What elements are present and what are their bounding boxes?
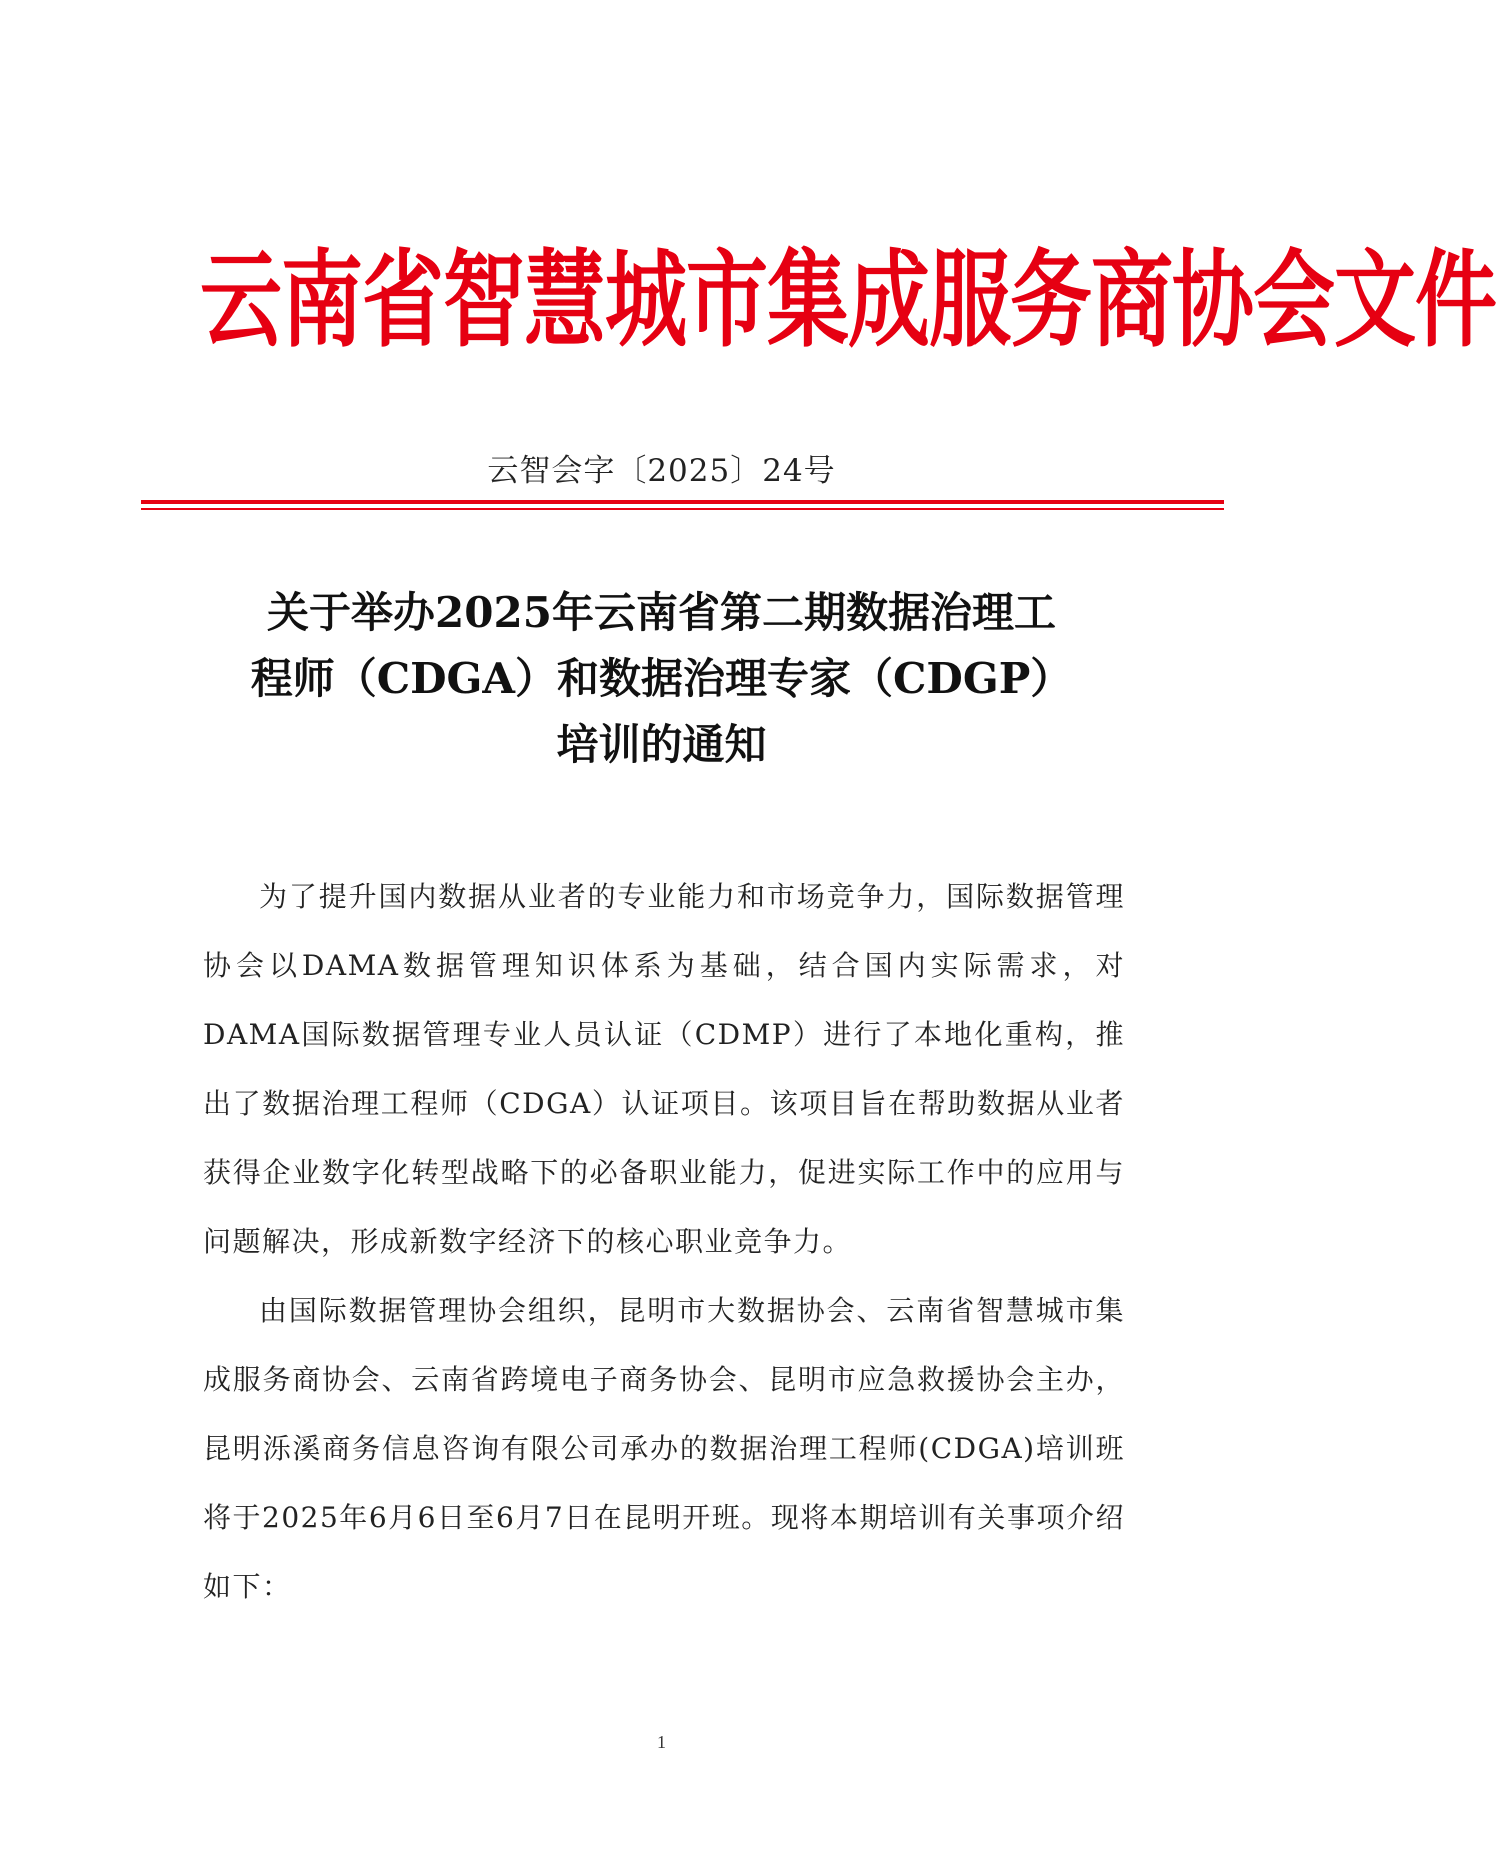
notice-title-line: 关于举办2025年云南省第二期数据治理工 xyxy=(267,588,1056,637)
body-paragraph: 为了提升国内数据从业者的专业能力和市场竞争力，国际数据管理协会以DAMA数据管理知识体系为基础，结合国内实际需求，对DAMA国际数据管理专业人员认证（CDMP）进行了本地化重构，推出了数据治理工程师（CDGA）认证项目。该项目旨在帮助数据从业者获得企业数字化转型战略下的必备职业能力，促进实际工作中的应用与问题解决，形成新数字经济下的核心职业竞争力。 xyxy=(203,880,1125,1258)
notice-title xyxy=(180,580,1143,778)
header-divider-thick xyxy=(141,500,1224,504)
notice-title-line: 培训的通知 xyxy=(556,720,767,769)
document-number: 云智会字〔2025〕24号 xyxy=(487,453,836,489)
header-org-title: 云南省智慧城市集成服务商协会文件 xyxy=(200,240,1496,363)
body-paragraph: 由国际数据管理协会组织，昆明市大数据协会、云南省智慧城市集成服务商协会、云南省跨境电子商务协会、昆明市应急救援协会主办，昆明泺溪商务信息咨询有限公司承办的数据治理工程师(CDGA)培训班将于2025年6月6日至6月7日在昆明开班。现将本期培训有关事项介绍如下： xyxy=(203,1294,1125,1603)
page-number: 1 xyxy=(657,1732,666,1752)
notice-body xyxy=(203,862,1125,1621)
notice-title-line: 程师（CDGA）和数据治理专家（CDGP） xyxy=(250,654,1073,703)
header-divider-thin xyxy=(141,508,1224,510)
